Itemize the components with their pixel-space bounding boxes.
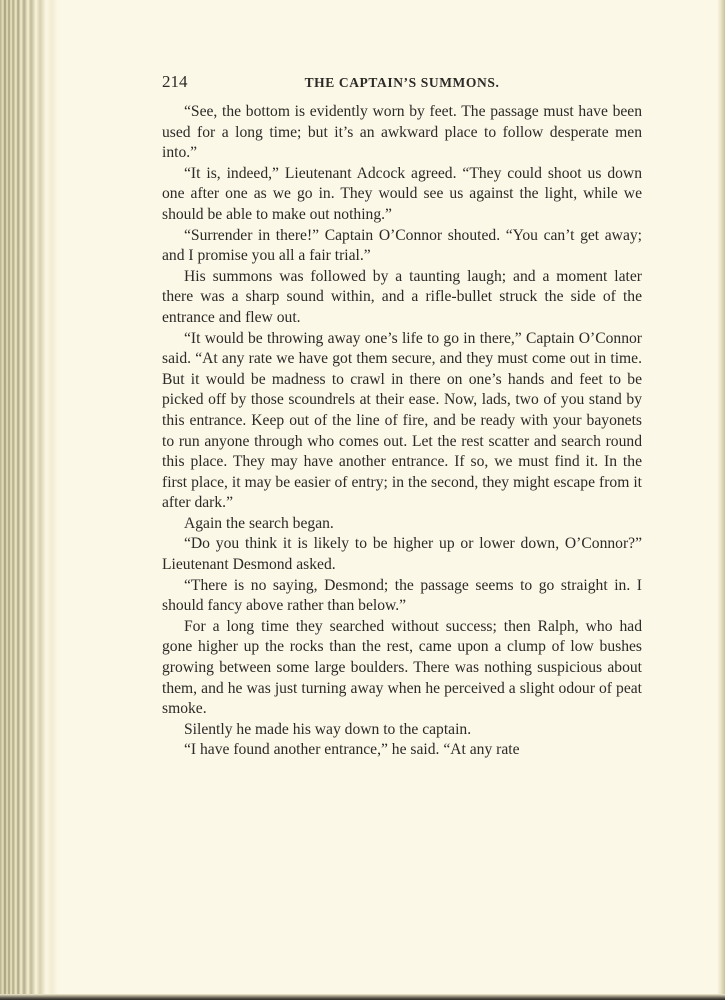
page-edges-left <box>0 0 58 1000</box>
paragraph: “Surrender in there!” Captain O’Connor shouted. “You can’t get away; and I promise you all a fair trial.” <box>162 226 642 265</box>
page-number: 214 <box>162 72 188 91</box>
paragraph: “Do you think it is likely to be higher up or lower down, O’Connor?” Lieutenant Desmond asked. <box>162 535 642 574</box>
paragraph: “It is, indeed,” Lieutenant Adcock agreed. “They could shoot us down one after one as we go in. They would see us against the light, while we should be able to make out nothing.” <box>162 164 642 223</box>
running-head-title: THE CAPTAIN’S SUMMONS. <box>304 75 500 90</box>
page-content <box>162 72 642 761</box>
paragraph: “There is no saying, Desmond; the passage seems to go straight in. I should fancy above rather than below.” <box>162 576 642 615</box>
paragraph: Again the search began. <box>184 514 334 532</box>
paragraph: “See, the bottom is evidently worn by feet. The passage must have been used for a long time; but it’s an awkward place to follow desperate men into.” <box>162 103 642 162</box>
paragraph: His summons was followed by a taunting laugh; and a moment later there was a sharp sound within, and a rifle-bullet struck the side of the entrance and flew out. <box>162 267 642 326</box>
paragraph: For a long time they searched without success; then Ralph, who had gone higher up the rocks than the rest, came upon a clump of low bushes growing between some large boulders. There was nothing suspicious about them, and he was just turning away when he perceived a slight odour of peat smoke. <box>162 617 642 718</box>
running-head <box>162 72 642 96</box>
paragraph: Silently he made his way down to the captain. <box>184 720 472 738</box>
body-text <box>162 102 642 761</box>
paragraph: “I have found another entrance,” he said. “At any rate <box>184 741 520 759</box>
page-edge-right <box>717 0 725 1000</box>
page-edge-bottom <box>0 994 725 1000</box>
paragraph: “It would be throwing away one’s life to go in there,” Captain O’Connor said. “At any rate we have got them secure, and they must come out in time. But it would be madness to crawl in there on one’s hands and feet to be picked off by those scoundrels at their ease. Now, lads, two of you stand by this entrance. Keep out of the line of fire, and be ready with your bayonets to run anyone through who comes out. Let the rest scatter and search round this place. They may have another entrance. If so, we must find it. In the first place, it may be easier of entry; in the second, they might escape from it after dark.” <box>162 329 642 512</box>
